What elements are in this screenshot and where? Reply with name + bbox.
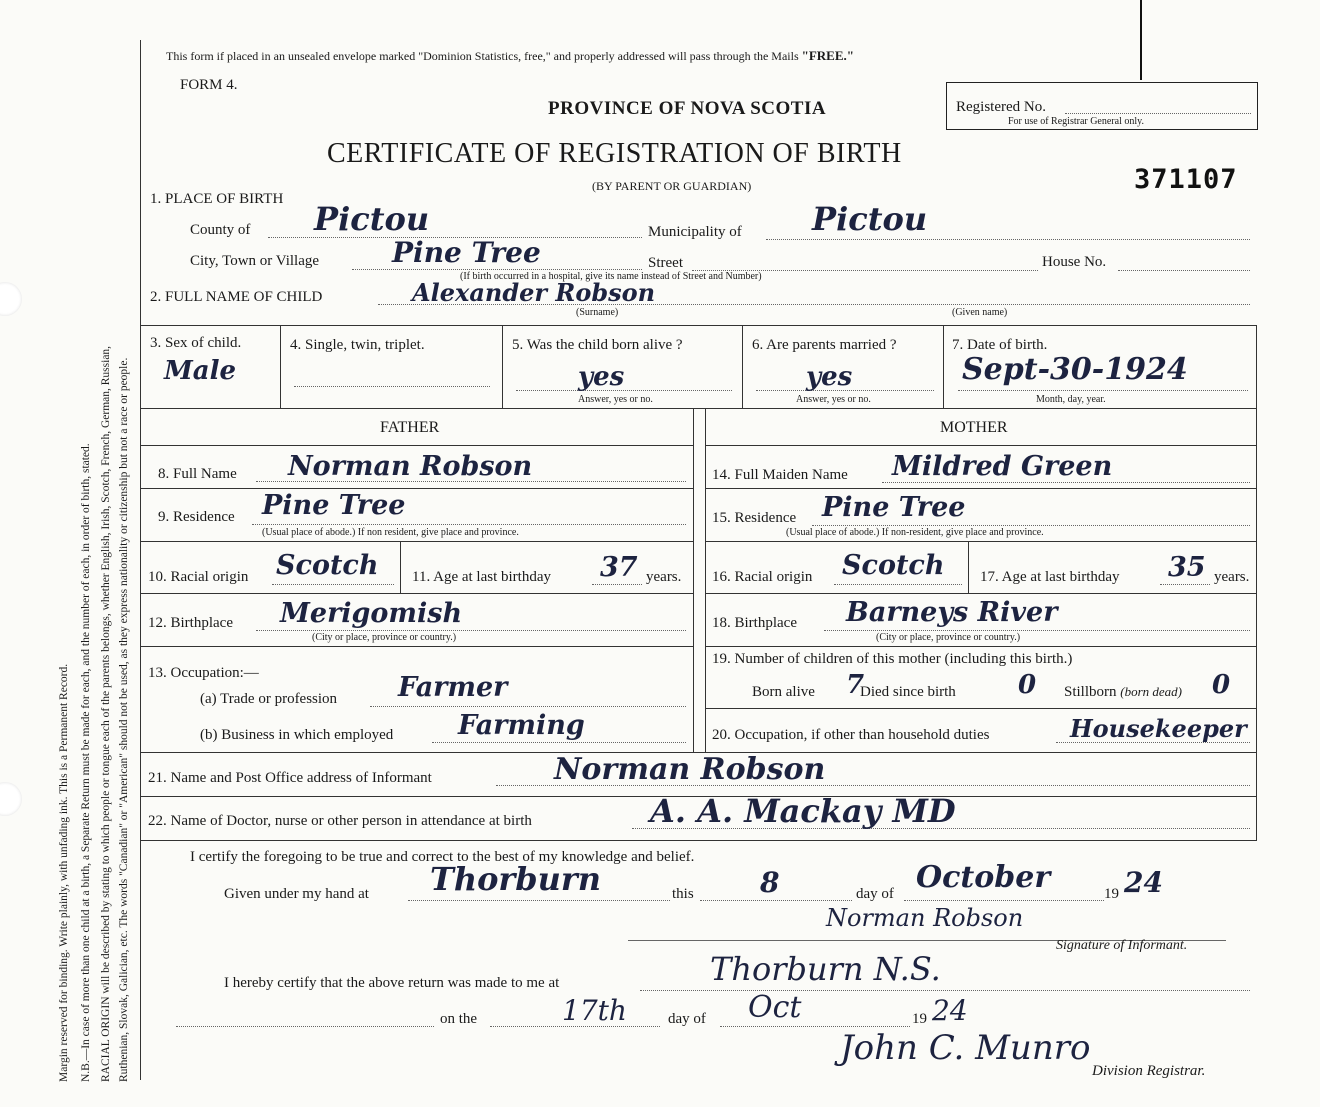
informant-value: Norman Robson xyxy=(554,752,826,787)
given-name-caption: (Given name) xyxy=(952,307,1008,318)
margin-note-3: RACIAL ORIGIN will be described by stating to which people or tongue each of the parents belongs, whether English, Irish, Scotch, French, German, Russian, xyxy=(100,345,112,1082)
registrar-month: Oct xyxy=(748,990,802,1025)
mother-name-label: 14. Full Maiden Name xyxy=(712,467,848,483)
margin-note-2: N.B.—In case of more than one child at a birth, a Separate Return must be made for each, and the number of each, in order of birth, stated. xyxy=(80,443,92,1082)
registrar-statement: I hereby certify that the above return was made to me at xyxy=(224,975,560,991)
registrar-day-of: day of xyxy=(668,1011,706,1027)
father-name-label: 8. Full Name xyxy=(158,466,237,482)
day-of-label: day of xyxy=(856,886,894,902)
certificate-title: CERTIFICATE OF REGISTRATION OF BIRTH xyxy=(327,138,902,169)
informant-signature-caption: Signature of Informant. xyxy=(1056,938,1188,953)
born-alive-count-label: Born alive xyxy=(752,684,815,700)
stillborn-label: Stillborn (born dead) xyxy=(1064,684,1183,700)
mother-birthplace-value: Barneys River xyxy=(846,597,1058,628)
registered-label: Registered No. xyxy=(956,99,1046,115)
county-value: Pictou xyxy=(314,200,430,238)
pen-mark xyxy=(1140,0,1142,80)
born-alive-caption: Answer, yes or no. xyxy=(578,394,653,405)
doctor-value: A. A. Mackay MD xyxy=(650,792,956,830)
born-alive-count: 7 xyxy=(846,670,865,700)
given-day: 8 xyxy=(760,866,780,899)
year-prefix: 19 xyxy=(1104,886,1119,902)
mother-birthplace-label: 18. Birthplace xyxy=(712,615,797,631)
registrar-note: For use of Registrar General only. xyxy=(1008,116,1144,127)
born-alive-value: yes xyxy=(578,362,625,392)
died-label: Died since birth xyxy=(860,684,956,700)
stillborn-count: 0 xyxy=(1212,670,1231,700)
trade-value: Farmer xyxy=(398,672,508,703)
informant-signature: Norman Robson xyxy=(826,904,1024,932)
hospital-note: (If birth occurred in a hospital, give its name instead of Street and Number) xyxy=(460,271,762,282)
mother-age-label: 17. Age at last birthday xyxy=(980,569,1120,585)
mother-residence-label: 15. Residence xyxy=(712,510,797,526)
certify-statement: I certify the foregoing to be true and correct to the best of my knowledge and belief. xyxy=(190,849,695,865)
father-heading: FATHER xyxy=(380,419,440,436)
father-birthplace-label: 12. Birthplace xyxy=(148,615,233,631)
business-label: (b) Business in which employed xyxy=(200,727,394,743)
father-age-value: 37 xyxy=(600,552,638,583)
plurality-label: 4. Single, twin, triplet. xyxy=(290,337,425,353)
surname-caption: (Surname) xyxy=(576,307,619,318)
dob-label: 7. Date of birth. xyxy=(952,337,1048,353)
city-value: Pine Tree xyxy=(392,236,541,269)
married-value: yes xyxy=(806,362,853,392)
father-residence-value: Pine Tree xyxy=(262,490,406,521)
mail-free: "FREE." xyxy=(801,48,854,63)
occupation-label: 13. Occupation:— xyxy=(148,665,259,681)
doctor-label: 22. Name of Doctor, nurse or other person in attendance at birth xyxy=(148,813,532,829)
mother-years: years. xyxy=(1214,569,1250,585)
mother-birthplace-caption: (City or place, province or country.) xyxy=(876,632,1021,643)
given-under-label: Given under my hand at xyxy=(224,886,369,902)
street-label: Street xyxy=(648,255,683,271)
registrar-year-prefix: 19 xyxy=(912,1011,927,1027)
born-alive-label: 5. Was the child born alive ? xyxy=(512,337,683,353)
house-label: House No. xyxy=(1042,254,1107,270)
father-age-label: 11. Age at last birthday xyxy=(412,569,551,585)
punch-hole-top xyxy=(0,282,22,316)
informant-label: 21. Name and Post Office address of Informant xyxy=(148,770,432,786)
given-month: October xyxy=(916,860,1051,895)
child-name-label: 2. FULL NAME OF CHILD xyxy=(150,289,323,305)
mother-race-label: 16. Racial origin xyxy=(712,569,813,585)
registrar-signature: John C. Munro xyxy=(840,1028,1091,1068)
father-birthplace-caption: (City or place, province or country.) xyxy=(312,632,457,643)
registered-number: 371107 xyxy=(1134,164,1238,195)
married-caption: Answer, yes or no. xyxy=(796,394,871,405)
mother-residence-caption: (Usual place of abode.) If non-resident, give place and province. xyxy=(786,527,1044,538)
dob-value: Sept-30-1924 xyxy=(962,352,1188,387)
registrar-day: 17th xyxy=(562,994,627,1027)
province-title: PROVINCE OF NOVA SCOTIA xyxy=(548,98,827,119)
place-of-birth-label: 1. PLACE OF BIRTH xyxy=(150,191,284,207)
municipality-label: Municipality of xyxy=(648,224,742,240)
died-count: 0 xyxy=(1018,670,1037,700)
form-number: FORM 4. xyxy=(180,77,238,93)
margin-note-4: Ruthenian, Slovak, Galician, etc. The words "Canadian" or "American" should not be used, as they express nationality or citizenship but not a race or people. xyxy=(118,357,130,1082)
mail-notice: This form if placed in an unsealed envelope marked "Dominion Statistics, free," and properly addressed will pass through the Mails "FREE." xyxy=(166,48,854,63)
children-count-label: 19. Number of children of this mother (including this birth.) xyxy=(712,651,1073,667)
married-label: 6. Are parents married ? xyxy=(752,337,897,353)
father-birthplace-value: Merigomish xyxy=(280,598,463,629)
margin-note-1: Margin reserved for binding. Write plainly, with unfading ink. This is a Permanent Record. xyxy=(58,663,70,1082)
city-label: City, Town or Village xyxy=(190,253,320,269)
father-years: years. xyxy=(646,569,682,585)
business-value: Farming xyxy=(458,710,585,741)
child-name-value: Alexander Robson xyxy=(412,278,656,307)
mother-occupation-value: Housekeeper xyxy=(1070,714,1247,743)
father-race-label: 10. Racial origin xyxy=(148,569,249,585)
punch-hole-bottom xyxy=(0,782,22,816)
father-residence-label: 9. Residence xyxy=(158,509,235,525)
trade-label: (a) Trade or profession xyxy=(200,691,338,707)
registrar-year: 24 xyxy=(932,994,968,1027)
mother-age-value: 35 xyxy=(1168,552,1206,583)
mother-heading: MOTHER xyxy=(940,419,1008,436)
father-residence-caption: (Usual place of abode.) If non resident, give place and province. xyxy=(262,527,519,538)
given-place: Thorburn xyxy=(430,860,602,898)
sex-label: 3. Sex of child. xyxy=(150,335,242,351)
father-race-value: Scotch xyxy=(276,550,379,581)
sex-value: Male xyxy=(164,356,237,386)
municipality-value: Pictou xyxy=(812,200,928,238)
certificate-subtitle: (BY PARENT OR GUARDIAN) xyxy=(592,179,752,193)
registrar-caption: Division Registrar. xyxy=(1092,1063,1206,1079)
county-label: County of xyxy=(190,222,251,238)
mother-name-value: Mildred Green xyxy=(892,451,1113,482)
mother-race-value: Scotch xyxy=(842,550,945,581)
mother-occupation-label: 20. Occupation, if other than household duties xyxy=(712,727,990,743)
on-the-label: on the xyxy=(440,1011,478,1027)
registrar-place: Thorburn N.S. xyxy=(710,950,941,988)
given-year: 24 xyxy=(1124,866,1163,899)
mother-residence-value: Pine Tree xyxy=(822,492,966,523)
dob-caption: Month, day, year. xyxy=(1036,394,1106,405)
this-label: this xyxy=(672,886,694,902)
father-name-value: Norman Robson xyxy=(288,451,533,482)
